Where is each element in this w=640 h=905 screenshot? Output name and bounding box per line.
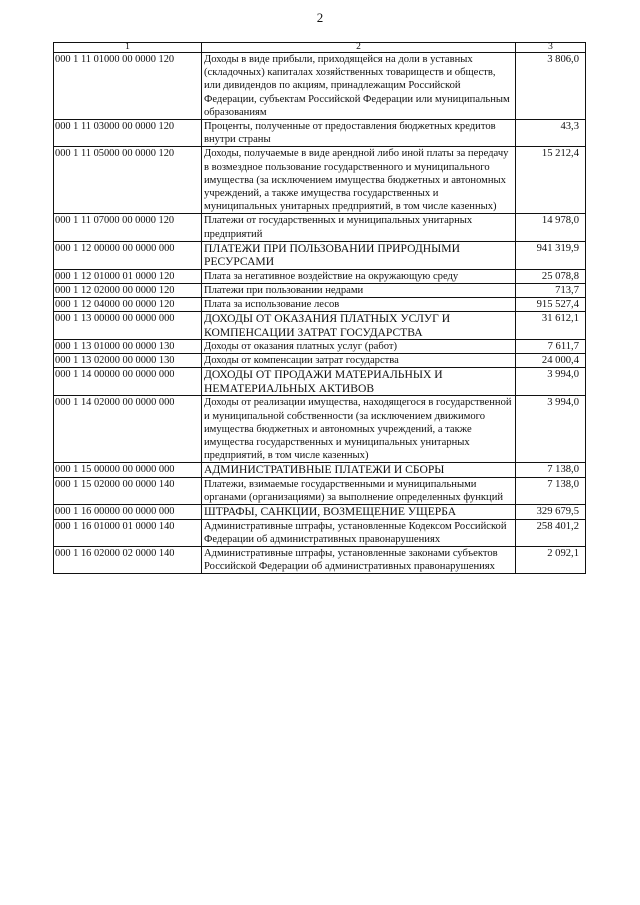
table-section-row [54,505,586,519]
classification-code-cell: 000 1 13 02000 00 0000 130 [54,354,202,368]
revenue-name-cell: ДОХОДЫ ОТ ПРОДАЖИ МАТЕРИАЛЬНЫХ И НЕМАТЕРИАЛЬНЫХ АКТИВОВ [202,368,516,396]
table-row [54,546,586,573]
table-row [54,283,586,297]
amount-cell: 3 806,0 [516,53,586,120]
revenue-name-cell: Доходы от оказания платных услуг (работ) [202,340,516,354]
table-section-row [54,463,586,477]
classification-code-cell: 000 1 13 00000 00 0000 000 [54,312,202,340]
amount-cell: 3 994,0 [516,396,586,463]
revenue-name-cell: Платежи, взимаемые государственными и муниципальными органами (организациями) за выполнение определенных функций [202,477,516,504]
revenue-name-cell: Доходы от реализации имущества, находящегося в государственной и муниципальной собственности (за исключением движимого имущества бюджетных и автономных учреждений, а также имущества государственных и муниципальных унитарных предприятий, в том числе казенных) [202,396,516,463]
revenue-name-cell: Административные штрафы, установленные законами субъектов Российской Федерации об административных правонарушениях [202,546,516,573]
classification-code-cell: 000 1 13 01000 00 0000 130 [54,340,202,354]
classification-code-cell: 000 1 11 01000 00 0000 120 [54,53,202,120]
amount-cell: 713,7 [516,283,586,297]
classification-code-cell: 000 1 12 04000 00 0000 120 [54,298,202,312]
classification-code-cell: 000 1 16 01000 01 0000 140 [54,519,202,546]
table-row [54,340,586,354]
amount-cell: 43,3 [516,120,586,147]
amount-cell: 941 319,9 [516,241,586,269]
column-header-amount: 3 [516,43,586,53]
classification-code-cell: 000 1 14 02000 00 0000 000 [54,396,202,463]
classification-code-cell: 000 1 12 01000 01 0000 120 [54,269,202,283]
classification-code-cell: 000 1 16 00000 00 0000 000 [54,505,202,519]
revenue-name-cell: Платежи от государственных и муниципальных унитарных предприятий [202,214,516,241]
page-number: 2 [316,10,324,25]
table-row [54,477,586,504]
amount-cell: 3 994,0 [516,368,586,396]
revenue-name-cell: АДМИНИСТРАТИВНЫЕ ПЛАТЕЖИ И СБОРЫ [202,463,516,477]
amount-cell: 7 138,0 [516,463,586,477]
classification-code-cell: 000 1 12 00000 00 0000 000 [54,241,202,269]
revenue-name-cell: ПЛАТЕЖИ ПРИ ПОЛЬЗОВАНИИ ПРИРОДНЫМИ РЕСУРСАМИ [202,241,516,269]
revenue-name-cell: Доходы в виде прибыли, приходящейся на доли в уставных (складочных) капиталах хозяйственных товариществ и обществ, или дивидендов по акциям, принадлежащим Российской Федерации, субъектам Российской Федерации или муниципальным образованиям [202,53,516,120]
amount-cell: 24 000,4 [516,354,586,368]
revenue-table [53,42,586,574]
amount-cell: 329 679,5 [516,505,586,519]
revenue-name-cell: Плата за использование лесов [202,298,516,312]
revenue-name-cell: ДОХОДЫ ОТ ОКАЗАНИЯ ПЛАТНЫХ УСЛУГ И КОМПЕНСАЦИИ ЗАТРАТ ГОСУДАРСТВА [202,312,516,340]
table-header-row [54,43,586,53]
classification-code-cell: 000 1 15 02000 00 0000 140 [54,477,202,504]
amount-cell: 14 978,0 [516,214,586,241]
column-header-name: 2 [202,43,516,53]
revenue-name-cell: Административные штрафы, установленные Кодексом Российской Федерации об административных правонарушениях [202,519,516,546]
table-row [54,298,586,312]
amount-cell: 2 092,1 [516,546,586,573]
table-row [54,396,586,463]
amount-cell: 31 612,1 [516,312,586,340]
classification-code-cell: 000 1 11 05000 00 0000 120 [54,147,202,214]
table-section-row [54,241,586,269]
classification-code-cell: 000 1 14 00000 00 0000 000 [54,368,202,396]
table-row [54,269,586,283]
table-row [54,53,586,120]
amount-cell: 7 138,0 [516,477,586,504]
table-body [54,53,586,574]
revenue-name-cell: ШТРАФЫ, САНКЦИИ, ВОЗМЕЩЕНИЕ УЩЕРБА [202,505,516,519]
column-header-code: 1 [54,43,202,53]
amount-cell: 7 611,7 [516,340,586,354]
amount-cell: 15 212,4 [516,147,586,214]
classification-code-cell: 000 1 16 02000 02 0000 140 [54,546,202,573]
table-row [54,354,586,368]
revenue-name-cell: Платежи при пользовании недрами [202,283,516,297]
amount-cell: 915 527,4 [516,298,586,312]
revenue-name-cell: Плата за негативное воздействие на окружающую среду [202,269,516,283]
table-row [54,120,586,147]
classification-code-cell: 000 1 15 00000 00 0000 000 [54,463,202,477]
table-row [54,147,586,214]
table-section-row [54,368,586,396]
table-row [54,214,586,241]
revenue-name-cell: Проценты, полученные от предоставления бюджетных кредитов внутри страны [202,120,516,147]
amount-cell: 25 078,8 [516,269,586,283]
classification-code-cell: 000 1 12 02000 00 0000 120 [54,283,202,297]
revenue-name-cell: Доходы, получаемые в виде арендной либо иной платы за передачу в возмездное пользование государственного и муниципального имущества (за исключением имущества бюджетных и автономных учреждений, а также имущества государственных и муниципальных унитарных предприятий, в том числе казенных) [202,147,516,214]
table-section-row [54,312,586,340]
revenue-name-cell: Доходы от компенсации затрат государства [202,354,516,368]
table-row [54,519,586,546]
amount-cell: 258 401,2 [516,519,586,546]
classification-code-cell: 000 1 11 03000 00 0000 120 [54,120,202,147]
classification-code-cell: 000 1 11 07000 00 0000 120 [54,214,202,241]
